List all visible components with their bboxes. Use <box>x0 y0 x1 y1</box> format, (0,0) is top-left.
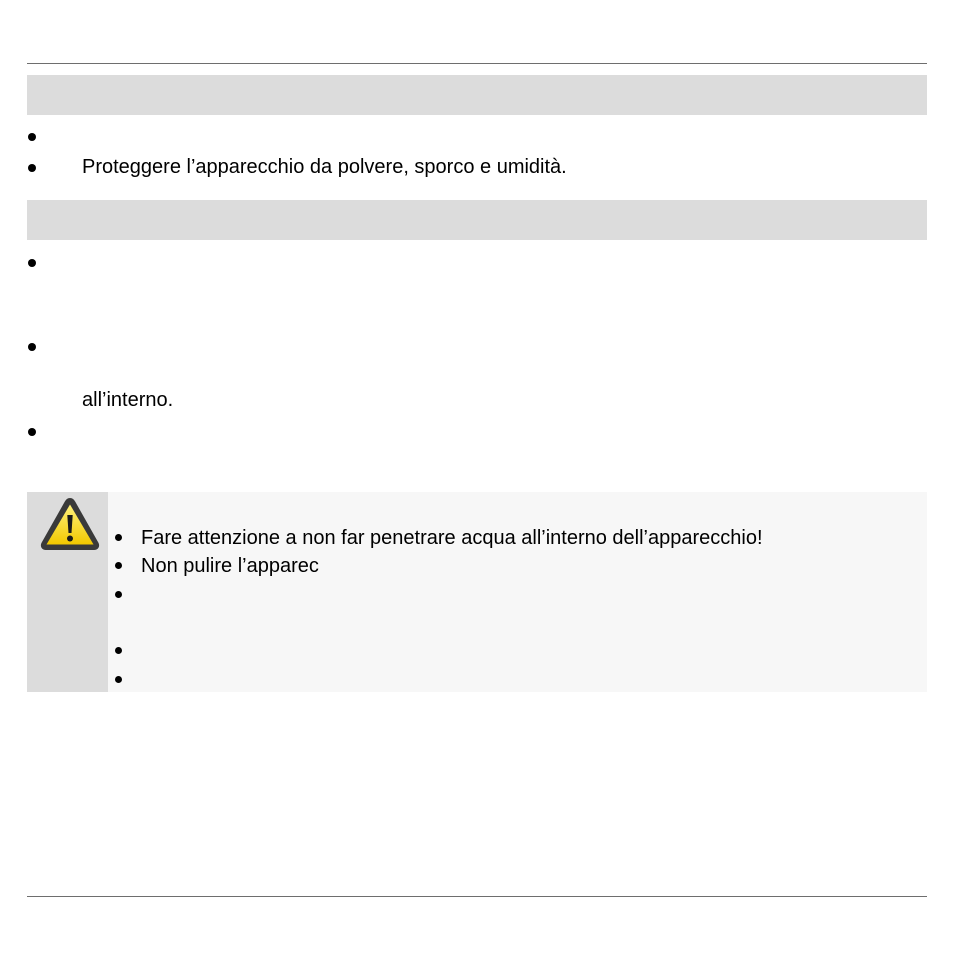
care-item-2: Proteggere l’apparecchio da polvere, sporco e umidità. <box>82 156 567 178</box>
warning-sidebar <box>27 492 108 692</box>
cleaning-bullet-1 <box>28 259 36 267</box>
warning-bullet-1 <box>115 534 122 541</box>
warning-bullet-4 <box>115 647 122 654</box>
warning-bullet-3 <box>115 591 122 598</box>
care-bullet-1 <box>28 133 36 141</box>
header-rule <box>27 63 927 64</box>
warning-bullet-2 <box>115 562 122 569</box>
warning-bullet-5 <box>115 676 122 683</box>
warning-item-1: Fare attenzione a non far penetrare acqua all’interno dell’apparecchio! <box>141 527 763 549</box>
care-bullet-2 <box>28 164 36 172</box>
care-section-header <box>27 75 927 115</box>
footer-rule <box>27 896 927 897</box>
cleaning-bullet-3 <box>28 428 36 436</box>
cleaning-bullet-2 <box>28 343 36 351</box>
cleaning-section-header <box>27 200 927 240</box>
warning-triangle-icon <box>39 496 101 552</box>
warning-box <box>27 492 927 692</box>
cleaning-item-2-continuation: all’interno. <box>82 389 174 411</box>
warning-item-2: Non pulire l’apparec <box>141 555 319 577</box>
